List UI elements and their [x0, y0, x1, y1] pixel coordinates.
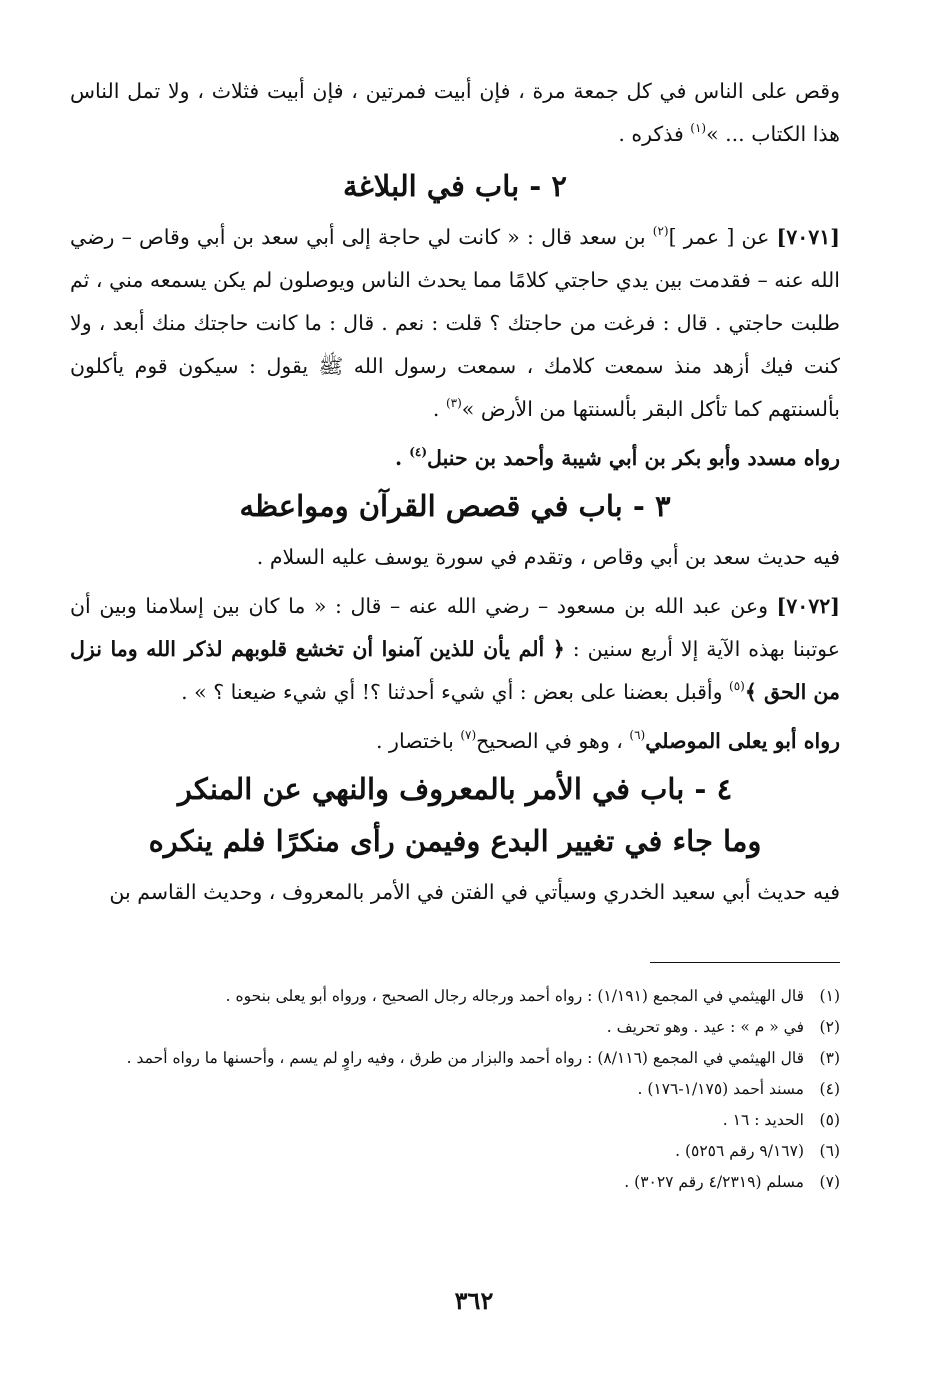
hadith-number-7072: [٧٠٧٢] — [776, 594, 840, 618]
riwaya-7072 — [70, 720, 840, 763]
chapter-heading-3: ٣ - باب في قصص القرآن ومواعظه — [239, 489, 671, 523]
intro-line-2: هذا الكتاب ... » — [706, 122, 840, 146]
footnote-text: الحديد : ١٦ . — [722, 1111, 804, 1129]
footnote-1 — [70, 981, 840, 1012]
riwaya-7071-end: . — [394, 446, 410, 470]
footnote-ref-2[interactable]: (٢) — [652, 224, 669, 238]
hadith-7072-opening: وعن عبد الله بن مسعود – رضي الله عنه – قال : « ما كان بين إسلامنا وبين أن عوتبنا بهذه الآية إلا أربع سنين : — [70, 594, 840, 661]
footnote-ref-3[interactable]: (٣) — [445, 396, 462, 410]
footnote-text: قال الهيثمي في المجمع (١/١٩١) : رواه أحمد ورجاله رجال الصحيح ، ورواه أبو يعلى بنحوه . — [225, 987, 804, 1005]
footnote-number: (٦) — [819, 1142, 840, 1160]
hadith-7071 — [70, 216, 840, 431]
footnote-text: مسند أحمد (١/١٧٥-١٧٦) . — [637, 1080, 804, 1098]
footnote-number: (٤) — [819, 1080, 840, 1098]
hadith-7072 — [70, 585, 840, 714]
footnotes — [70, 981, 840, 1198]
riwaya-7072-end: باختصار . — [376, 729, 461, 753]
chapter-heading-4-line-2: وما جاء في تغيير البدع وفيمن رأى منكرًا فلم ينكره — [148, 824, 762, 858]
footnote-ref-1[interactable]: (١) — [690, 121, 707, 135]
footnote-3 — [70, 1043, 840, 1074]
hadith-7071-text: بن سعد قال : « كانت لي حاجة إلى أبي سعد بن أبي وقاص – رضي الله عنه – فقدمت بين يدي حاجتي كلامًا مما يحدث الناس ويوصلون لم يكن يسمعه مني ، ثم طلبت حاجتي . قال : فرغت من حاجتك ؟ قلت : نعم . قال : ما كانت حاجتك منك أبعد ، ولا كنت فيك أزهد منذ سمعت كلامك ، سمعت رسول الله ﷺ يقول : سيكون قوم يأكلون بألسنتهم كما تأكل البقر بألسنتها من الأرض » — [70, 225, 840, 421]
chapter-heading-4-line-1: ٤ - باب في الأمر بالمعروف والنهي عن المنكر — [177, 772, 733, 806]
footnote-number: (٧) — [819, 1173, 840, 1191]
hadith-7072-text: وأقبل بعضنا على بعض : أي شيء أحدثنا ؟! أي شيء ضيعنا ؟ » . — [181, 680, 730, 704]
footnote-ref-6[interactable]: (٦) — [629, 728, 646, 742]
footnote-5 — [70, 1105, 840, 1136]
footnote-7 — [70, 1167, 840, 1198]
intro-paragraph — [70, 70, 840, 156]
footnote-ref-7[interactable]: (٧) — [460, 728, 477, 742]
footnote-text: قال الهيثمي في المجمع (٨/١١٦) : رواه أحمد والبزار من طرق ، وفيه راوٍ لم يسم ، وأحسنها ما رواه أحمد . — [126, 1049, 804, 1067]
footnote-6 — [70, 1136, 840, 1167]
fih-paragraph-1: فيه حديث سعد بن أبي وقاص ، وتقدم في سورة يوسف عليه السلام . — [256, 545, 840, 569]
quran-ayah: ﴿ ألم يأن للذين آمنوا أن تخشع قلوبهم لذكر الله وما نزل من الحق ﴾ — [70, 637, 840, 704]
page-number: ٣٦٢ — [454, 1286, 494, 1315]
footnote-number: (١) — [819, 987, 840, 1005]
riwaya-7072-mid: ، وهو في الصحيح — [476, 729, 630, 753]
footnote-text: مسلم (٤/٢٣١٩ رقم ٣٠٢٧) . — [624, 1173, 804, 1191]
hadith-number-7071: [٧٠٧١] — [776, 225, 840, 249]
footnote-4 — [70, 1074, 840, 1105]
chapter-heading-2: ٢ - باب في البلاغة — [343, 169, 567, 203]
footnote-text: (٩/١٦٧ رقم ٥٢٥٦) . — [675, 1142, 804, 1160]
hadith-7071-end: . — [432, 397, 446, 421]
footnote-separator — [650, 962, 840, 963]
intro-line-2-end: فذكره . — [618, 122, 691, 146]
footnote-number: (٥) — [819, 1111, 840, 1129]
footnote-number: (٢) — [819, 1018, 840, 1036]
footnote-ref-5[interactable]: (٥) — [729, 679, 745, 693]
riwaya-7071 — [70, 437, 840, 480]
footnote-2 — [70, 1012, 840, 1043]
intro-line-1: وقص على الناس في كل جمعة مرة ، فإن أبيت فمرتين ، فإن أبيت فثلاث ، ولا تمل الناس — [70, 79, 840, 103]
riwaya-7072-narrator: رواه أبو يعلى الموصلي — [645, 729, 840, 753]
footnote-number: (٣) — [819, 1049, 840, 1067]
footnote-ref-4[interactable]: (٤) — [409, 445, 428, 459]
hadith-7071-opening: عن [ عمر ] — [668, 225, 777, 249]
riwaya-7071-text: رواه مسدد وأبو بكر بن أبي شيبة وأحمد بن حنبل — [427, 446, 840, 470]
footnote-text: في « م » : عيد . وهو تحريف . — [606, 1018, 804, 1036]
footnote-separator-wrap — [70, 936, 840, 973]
fih-paragraph-2: فيه حديث أبي سعيد الخدري وسيأتي في الفتن في الأمر بالمعروف ، وحديث القاسم بن — [109, 880, 840, 904]
